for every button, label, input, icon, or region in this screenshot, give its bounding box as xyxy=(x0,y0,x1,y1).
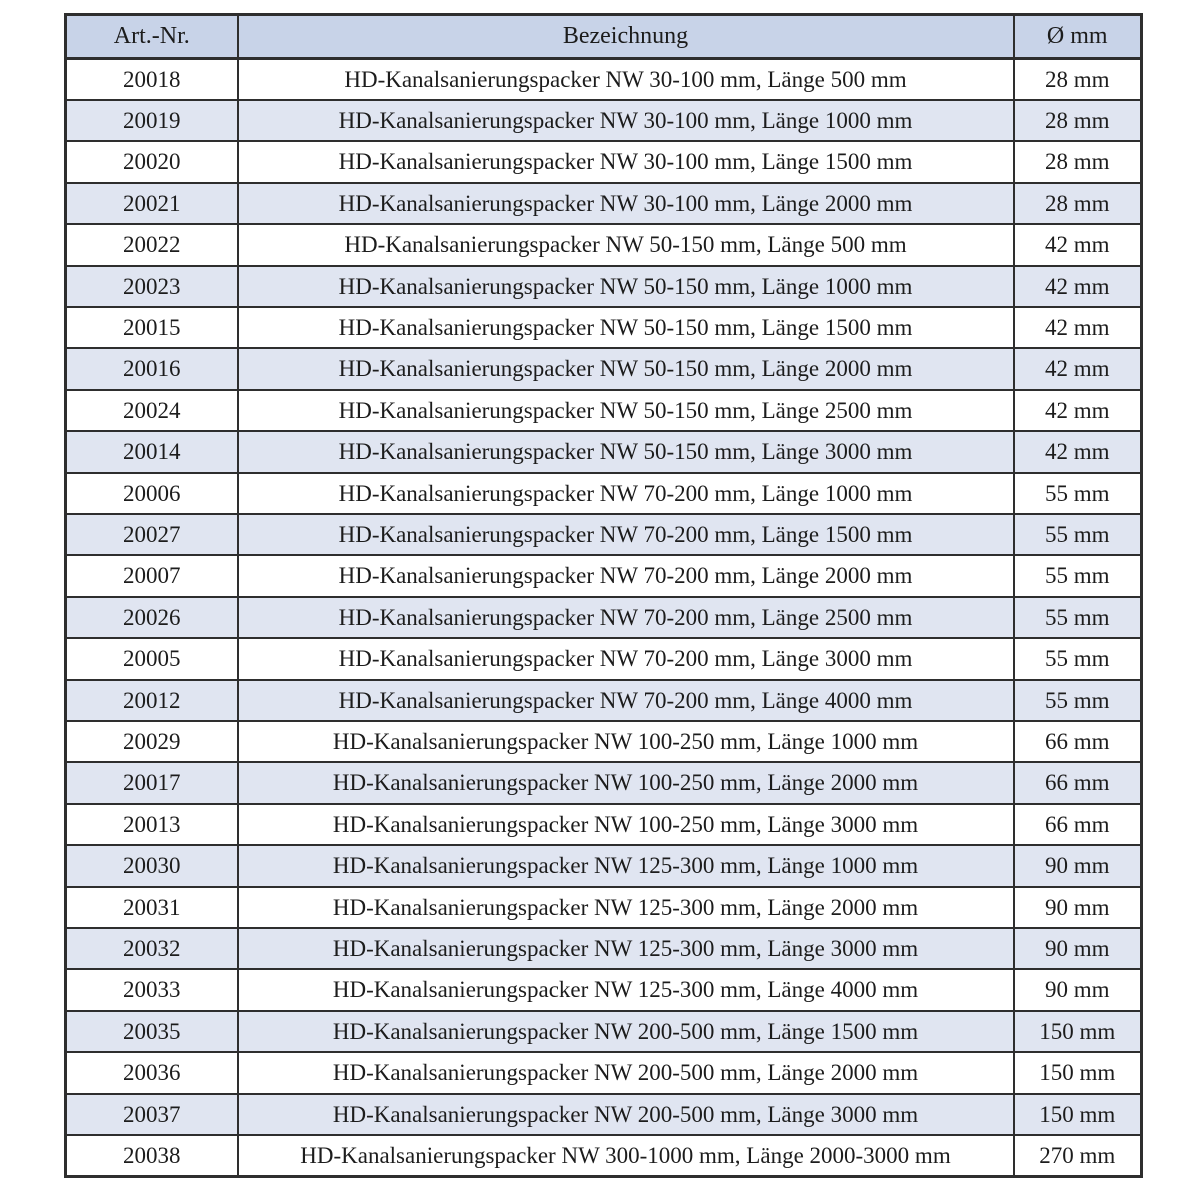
product-table xyxy=(64,13,1143,1178)
cell-diameter: 42 mm xyxy=(1014,307,1142,348)
cell-art-nr: 20030 xyxy=(66,845,238,886)
cell-diameter: 42 mm xyxy=(1014,390,1142,431)
table-row xyxy=(66,224,1142,265)
cell-bezeichnung: HD-Kanalsanierungspacker NW 70-200 mm, Länge 1000 mm xyxy=(238,473,1014,514)
table-row xyxy=(66,1135,1142,1176)
cell-diameter: 90 mm xyxy=(1014,969,1142,1010)
cell-art-nr: 20023 xyxy=(66,266,238,307)
table-row xyxy=(66,141,1142,182)
table-row xyxy=(66,473,1142,514)
cell-bezeichnung: HD-Kanalsanierungspacker NW 70-200 mm, Länge 4000 mm xyxy=(238,680,1014,721)
cell-art-nr: 20022 xyxy=(66,224,238,265)
cell-art-nr: 20033 xyxy=(66,969,238,1010)
cell-bezeichnung: HD-Kanalsanierungspacker NW 50-150 mm, Länge 3000 mm xyxy=(238,431,1014,472)
cell-diameter: 28 mm xyxy=(1014,183,1142,224)
cell-diameter: 28 mm xyxy=(1014,59,1142,100)
cell-bezeichnung: HD-Kanalsanierungspacker NW 70-200 mm, Länge 1500 mm xyxy=(238,514,1014,555)
table-row xyxy=(66,59,1142,100)
cell-bezeichnung: HD-Kanalsanierungspacker NW 70-200 mm, Länge 3000 mm xyxy=(238,638,1014,679)
table-row xyxy=(66,100,1142,141)
cell-art-nr: 20035 xyxy=(66,1011,238,1052)
table-row xyxy=(66,969,1142,1010)
table-row xyxy=(66,555,1142,596)
cell-diameter: 28 mm xyxy=(1014,141,1142,182)
table-row xyxy=(66,1094,1142,1135)
header-diameter: Ø mm xyxy=(1014,15,1142,59)
cell-diameter: 270 mm xyxy=(1014,1135,1142,1176)
cell-art-nr: 20005 xyxy=(66,638,238,679)
cell-bezeichnung: HD-Kanalsanierungspacker NW 200-500 mm, Länge 3000 mm xyxy=(238,1094,1014,1135)
cell-art-nr: 20019 xyxy=(66,100,238,141)
cell-diameter: 66 mm xyxy=(1014,762,1142,803)
cell-bezeichnung: HD-Kanalsanierungspacker NW 70-200 mm, Länge 2500 mm xyxy=(238,597,1014,638)
cell-diameter: 150 mm xyxy=(1014,1011,1142,1052)
table-row xyxy=(66,390,1142,431)
cell-diameter: 42 mm xyxy=(1014,224,1142,265)
table-row xyxy=(66,183,1142,224)
cell-art-nr: 20018 xyxy=(66,59,238,100)
cell-diameter: 55 mm xyxy=(1014,473,1142,514)
cell-bezeichnung: HD-Kanalsanierungspacker NW 50-150 mm, Länge 500 mm xyxy=(238,224,1014,265)
cell-bezeichnung: HD-Kanalsanierungspacker NW 50-150 mm, Länge 1500 mm xyxy=(238,307,1014,348)
cell-diameter: 55 mm xyxy=(1014,555,1142,596)
table-row xyxy=(66,266,1142,307)
cell-art-nr: 20012 xyxy=(66,680,238,721)
cell-diameter: 90 mm xyxy=(1014,845,1142,886)
cell-bezeichnung: HD-Kanalsanierungspacker NW 300-1000 mm, Länge 2000-3000 mm xyxy=(238,1135,1014,1176)
cell-art-nr: 20027 xyxy=(66,514,238,555)
header-art-nr: Art.-Nr. xyxy=(66,15,238,59)
cell-bezeichnung: HD-Kanalsanierungspacker NW 30-100 mm, Länge 2000 mm xyxy=(238,183,1014,224)
cell-art-nr: 20015 xyxy=(66,307,238,348)
cell-bezeichnung: HD-Kanalsanierungspacker NW 30-100 mm, Länge 500 mm xyxy=(238,59,1014,100)
cell-art-nr: 20020 xyxy=(66,141,238,182)
table-row xyxy=(66,638,1142,679)
table-row xyxy=(66,887,1142,928)
cell-art-nr: 20007 xyxy=(66,555,238,596)
cell-bezeichnung: HD-Kanalsanierungspacker NW 100-250 mm, Länge 2000 mm xyxy=(238,762,1014,803)
cell-diameter: 42 mm xyxy=(1014,431,1142,472)
cell-bezeichnung: HD-Kanalsanierungspacker NW 100-250 mm, Länge 1000 mm xyxy=(238,721,1014,762)
cell-art-nr: 20006 xyxy=(66,473,238,514)
cell-bezeichnung: HD-Kanalsanierungspacker NW 125-300 mm, Länge 4000 mm xyxy=(238,969,1014,1010)
cell-diameter: 150 mm xyxy=(1014,1052,1142,1093)
cell-art-nr: 20031 xyxy=(66,887,238,928)
cell-art-nr: 20024 xyxy=(66,390,238,431)
cell-art-nr: 20016 xyxy=(66,348,238,389)
table-row xyxy=(66,1011,1142,1052)
cell-art-nr: 20029 xyxy=(66,721,238,762)
cell-art-nr: 20017 xyxy=(66,762,238,803)
cell-bezeichnung: HD-Kanalsanierungspacker NW 50-150 mm, Länge 1000 mm xyxy=(238,266,1014,307)
cell-bezeichnung: HD-Kanalsanierungspacker NW 125-300 mm, Länge 1000 mm xyxy=(238,845,1014,886)
table-body xyxy=(66,59,1142,1177)
cell-diameter: 66 mm xyxy=(1014,721,1142,762)
cell-bezeichnung: HD-Kanalsanierungspacker NW 125-300 mm, Länge 2000 mm xyxy=(238,887,1014,928)
cell-art-nr: 20021 xyxy=(66,183,238,224)
table-row xyxy=(66,597,1142,638)
table-row xyxy=(66,804,1142,845)
table-row xyxy=(66,845,1142,886)
cell-diameter: 90 mm xyxy=(1014,887,1142,928)
cell-diameter: 42 mm xyxy=(1014,348,1142,389)
cell-bezeichnung: HD-Kanalsanierungspacker NW 30-100 mm, Länge 1500 mm xyxy=(238,141,1014,182)
table-row xyxy=(66,928,1142,969)
cell-diameter: 90 mm xyxy=(1014,928,1142,969)
cell-bezeichnung: HD-Kanalsanierungspacker NW 200-500 mm, Länge 2000 mm xyxy=(238,1052,1014,1093)
cell-art-nr: 20026 xyxy=(66,597,238,638)
cell-bezeichnung: HD-Kanalsanierungspacker NW 50-150 mm, Länge 2000 mm xyxy=(238,348,1014,389)
table-row xyxy=(66,514,1142,555)
table-row xyxy=(66,1052,1142,1093)
cell-diameter: 42 mm xyxy=(1014,266,1142,307)
table-row xyxy=(66,680,1142,721)
cell-art-nr: 20037 xyxy=(66,1094,238,1135)
table-row xyxy=(66,348,1142,389)
cell-bezeichnung: HD-Kanalsanierungspacker NW 70-200 mm, Länge 2000 mm xyxy=(238,555,1014,596)
table-header xyxy=(66,15,1142,59)
cell-diameter: 66 mm xyxy=(1014,804,1142,845)
header-row xyxy=(66,15,1142,59)
cell-bezeichnung: HD-Kanalsanierungspacker NW 100-250 mm, Länge 3000 mm xyxy=(238,804,1014,845)
cell-diameter: 55 mm xyxy=(1014,680,1142,721)
cell-diameter: 55 mm xyxy=(1014,638,1142,679)
table-row xyxy=(66,721,1142,762)
cell-art-nr: 20032 xyxy=(66,928,238,969)
cell-art-nr: 20036 xyxy=(66,1052,238,1093)
table-row xyxy=(66,762,1142,803)
cell-diameter: 55 mm xyxy=(1014,514,1142,555)
cell-diameter: 28 mm xyxy=(1014,100,1142,141)
cell-art-nr: 20014 xyxy=(66,431,238,472)
table-row xyxy=(66,307,1142,348)
cell-diameter: 55 mm xyxy=(1014,597,1142,638)
cell-diameter: 150 mm xyxy=(1014,1094,1142,1135)
cell-art-nr: 20013 xyxy=(66,804,238,845)
header-bezeichnung: Bezeichnung xyxy=(238,15,1014,59)
cell-bezeichnung: HD-Kanalsanierungspacker NW 30-100 mm, Länge 1000 mm xyxy=(238,100,1014,141)
cell-art-nr: 20038 xyxy=(66,1135,238,1176)
cell-bezeichnung: HD-Kanalsanierungspacker NW 125-300 mm, Länge 3000 mm xyxy=(238,928,1014,969)
cell-bezeichnung: HD-Kanalsanierungspacker NW 200-500 mm, Länge 1500 mm xyxy=(238,1011,1014,1052)
cell-bezeichnung: HD-Kanalsanierungspacker NW 50-150 mm, Länge 2500 mm xyxy=(238,390,1014,431)
table-row xyxy=(66,431,1142,472)
